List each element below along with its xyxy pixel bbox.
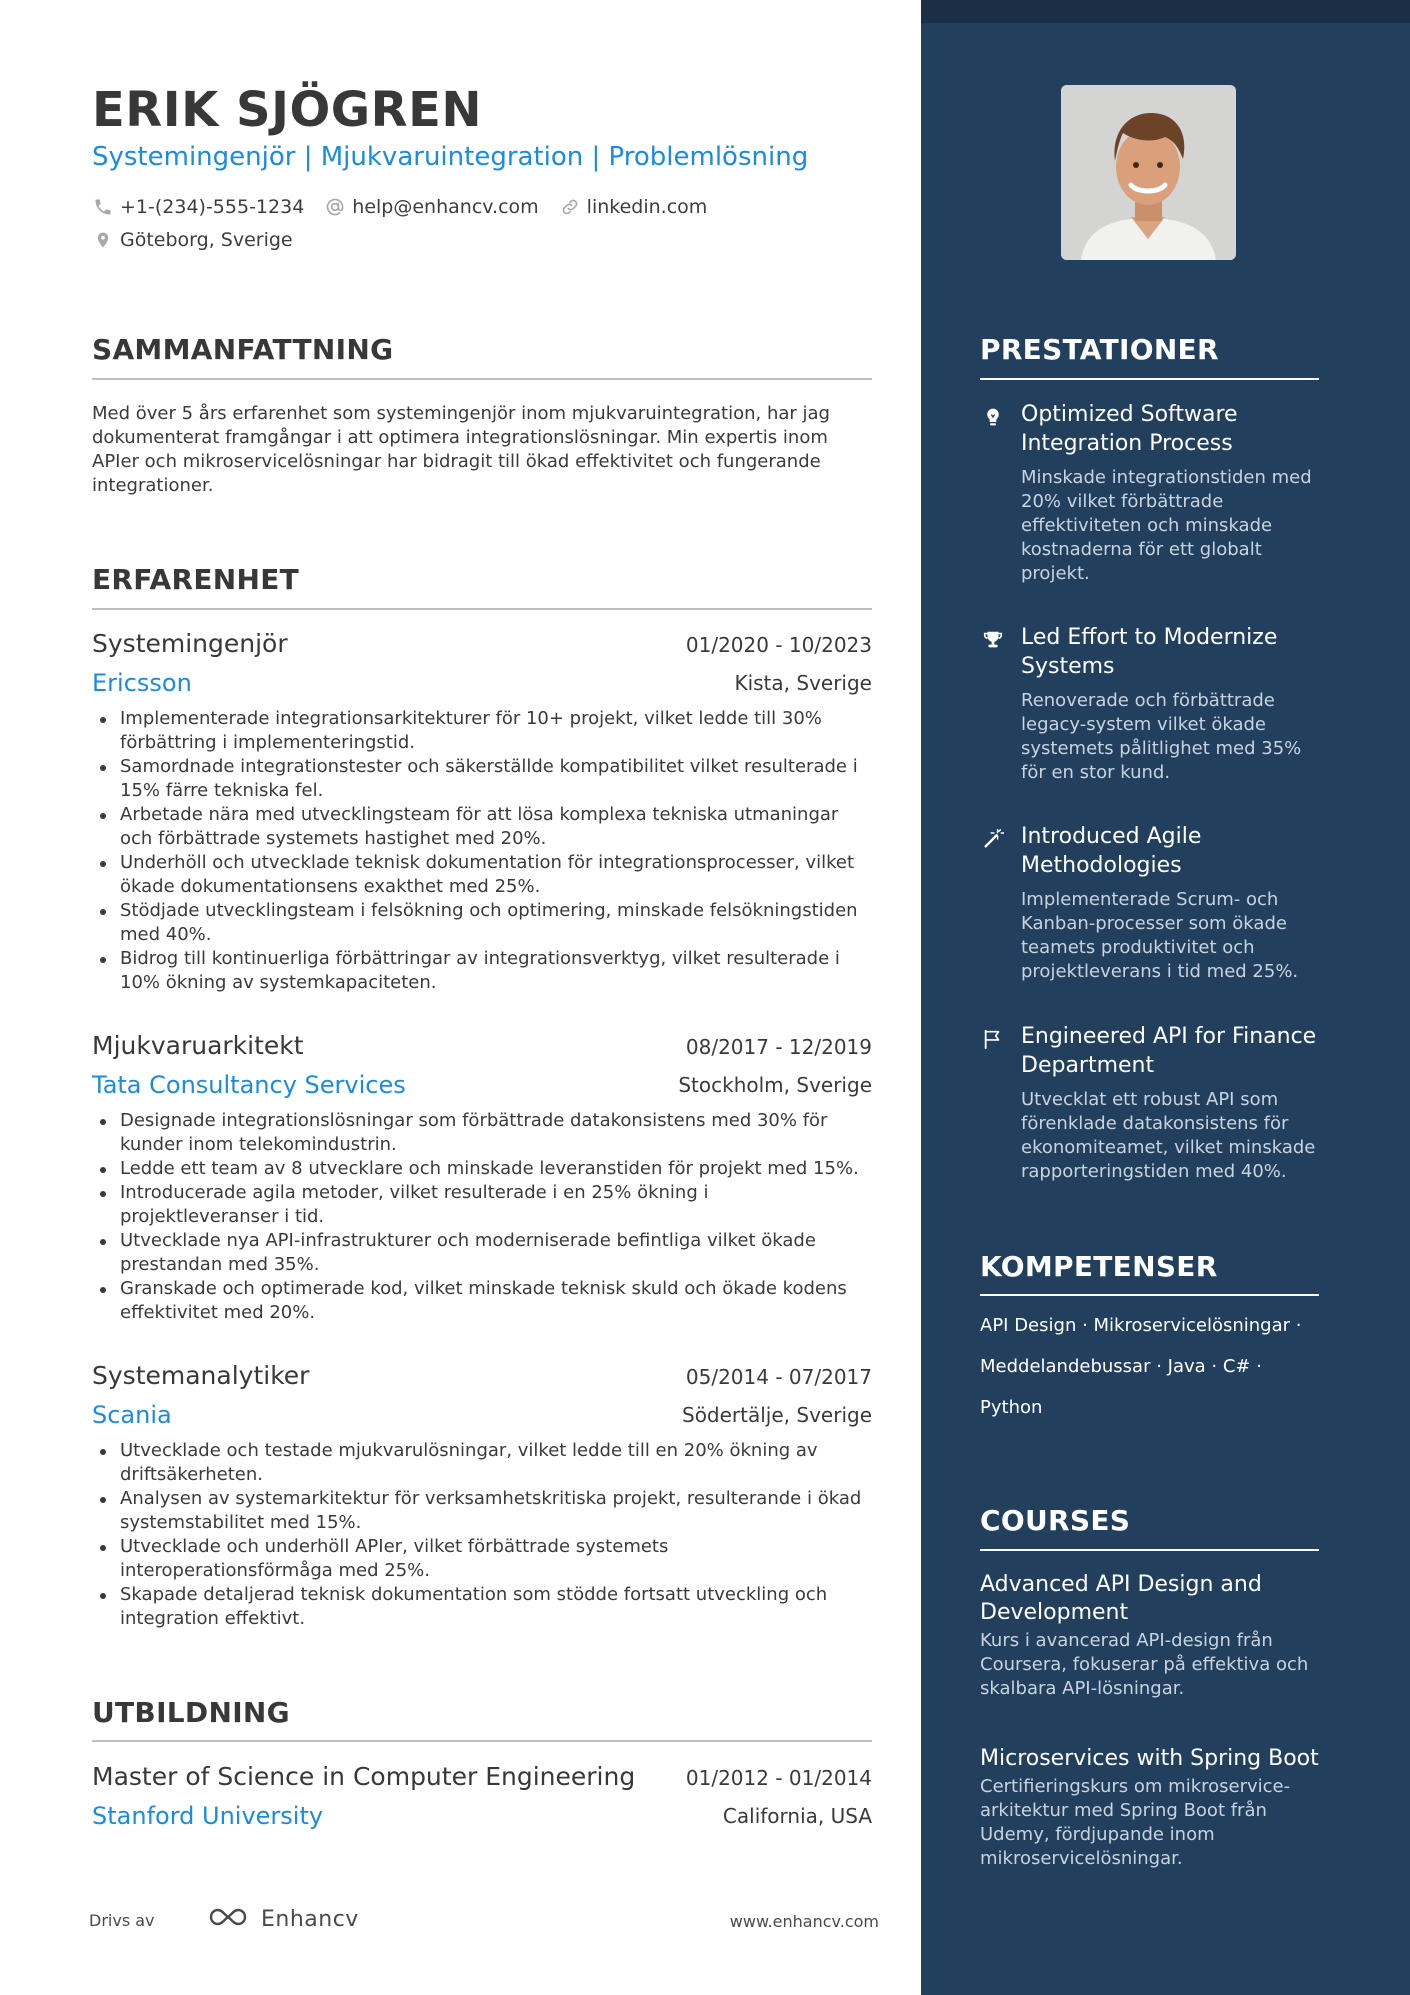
course-item	[980, 1571, 1320, 1701]
bullet-item: Designade integrationslösningar som förbättrade datakonsistens med 30% för kunder inom telekomindustrin.	[92, 1109, 872, 1157]
bullet-item: Utvecklade och underhöll APIer, vilket förbättrade systemets interoperationsförmåga med 25%.	[92, 1535, 872, 1583]
bullet-item: Bidrog till kontinuerliga förbättringar av integrationsverktyg, vilket resulterade i 10% ökning av systemkapaciteten.	[92, 947, 872, 995]
achievement-desc: Renoverade och förbättrade legacy-system vilket ökade systemets pålitlighet med 35% för en stor kund.	[1021, 690, 1302, 783]
achievement-desc: Utvecklat ett robust API som förenklade datakonsistens för ekonomiteamet, vilket minskade rapporteringstiden med 40%.	[1021, 1089, 1316, 1182]
achievement-desc: Implementerade Scrum- och Kanban-processer som ökade teamets produktivitet och projektleverans i tid med 25%.	[1021, 889, 1299, 982]
bullet-item: Samordnade integrationstester och säkerställde kompatibilitet vilket resulterade i 15% färre tekniska fel.	[92, 755, 872, 803]
bullet-item: Skapade detaljerad teknisk dokumentation som stödde fortsatt utveckling och integration effektivt.	[92, 1583, 872, 1631]
enhancv-logo[interactable]	[207, 1905, 359, 1933]
course-desc: Certifieringskurs om mikroservice-arkitektur med Spring Boot från Udemy, fördjupande inom mikroservicelösningar.	[980, 1776, 1291, 1869]
course-item	[980, 1745, 1320, 1871]
education-dates: 01/2012 - 01/2014	[685, 1766, 872, 1790]
sidebar-top-band	[921, 0, 1410, 23]
bullet-item: Analysen av systemarkitektur för verksamhetskritiska projekt, resulterande i ökad systemstabilitet med 15%.	[92, 1487, 872, 1535]
flag-icon	[980, 1026, 1006, 1052]
contact-email[interactable]	[324, 196, 538, 218]
link-icon	[559, 196, 581, 218]
courses-heading: COURSES	[980, 1504, 1131, 1537]
contact-row	[92, 196, 727, 218]
education-divider	[92, 1740, 872, 1742]
skills-divider	[980, 1294, 1319, 1296]
bullet-item: Introducerade agila metoder, vilket resulterade i en 25% ökning i projektleveranser i tid.	[92, 1181, 872, 1229]
skills-list	[980, 1305, 1320, 1428]
profile-photo	[1061, 85, 1236, 260]
education-location: California, USA	[722, 1804, 872, 1828]
sidebar	[921, 0, 1410, 1995]
courses-divider	[980, 1549, 1319, 1551]
education-heading: UTBILDNING	[92, 1696, 290, 1729]
location-text: Göteborg, Sverige	[120, 229, 293, 251]
skills-line: API Design · Mikroservicelösningar ·	[980, 1315, 1302, 1336]
job-location: Kista, Sverige	[734, 671, 872, 695]
phone-text: +1-(234)-555-1234	[120, 196, 305, 218]
experience-divider	[92, 608, 872, 610]
infinity-logo-icon	[207, 1905, 253, 1933]
magic-wand-icon	[980, 826, 1006, 852]
achievement-title: Introduced Agile Methodologies	[1021, 824, 1202, 878]
skills-heading: KOMPETENSER	[980, 1250, 1218, 1283]
email-text: help@enhancv.com	[352, 196, 539, 218]
summary-heading: SAMMANFATTNING	[92, 333, 394, 366]
skills-line: Python	[980, 1397, 1043, 1418]
school[interactable]: Stanford University	[92, 1802, 324, 1830]
job-bullets	[92, 707, 872, 995]
job-dates: 08/2017 - 12/2019	[685, 1035, 872, 1059]
bullet-item: Stödjade utvecklingsteam i felsökning och optimering, minskade felsökningstiden med 40%.	[92, 899, 872, 947]
bullet-item: Ledde ett team av 8 utvecklare och minskade leveranstiden för projekt med 15%.	[92, 1157, 872, 1181]
job-role: Systemingenjör	[92, 629, 288, 658]
degree: Master of Science in Computer Engineering	[92, 1762, 636, 1791]
contact-location	[92, 229, 293, 251]
main-column	[89, 0, 879, 1995]
lightbulb-icon	[980, 404, 1006, 430]
achievement-title: Led Effort to Modernize Systems	[1021, 625, 1278, 679]
tagline: Systemingenjör | Mjukvaruintegration | Problemlösning	[92, 142, 809, 172]
job-location: Stockholm, Sverige	[678, 1073, 872, 1097]
linkedin-text: linkedin.com	[586, 196, 708, 218]
job-company[interactable]: Tata Consultancy Services	[92, 1071, 406, 1099]
job-location: Södertälje, Sverige	[682, 1403, 872, 1427]
candidate-name: ERIK SJÖGREN	[92, 82, 483, 138]
bullet-item: Underhöll och utvecklade teknisk dokumentation för integrationsprocesser, vilket ökade dokumentationsens exakthet med 25%.	[92, 851, 872, 899]
location-pin-icon	[92, 229, 114, 251]
experience-heading: ERFARENHET	[92, 563, 300, 596]
summary-divider	[92, 378, 872, 380]
job-dates: 01/2020 - 10/2023	[685, 633, 872, 657]
at-sign-icon	[324, 196, 346, 218]
course-title: Microservices with Spring Boot	[980, 1746, 1319, 1771]
job-company[interactable]: Scania	[92, 1401, 172, 1429]
summary-text: Med över 5 års erfarenhet som systemingenjör inom mjukvaruintegration, har jag dokumenterat framgångar i att optimera integrationslösningar. Min expertis inom APIer och mikroservicelösningar har bidragit till ökad effektivitet och fungerande integrationer.	[92, 403, 830, 496]
achievement-desc: Minskade integrationstiden med 20% vilket förbättrade effektiviteten och minskade kostnaderna för ett globalt projekt.	[1021, 467, 1312, 584]
contact-linkedin[interactable]	[559, 196, 708, 218]
bullet-item: Arbetade nära med utvecklingsteam för att lösa komplexa tekniska utmaningar och förbättrade systemets hastighet med 20%.	[92, 803, 872, 851]
location-row	[92, 229, 313, 251]
job-role: Systemanalytiker	[92, 1361, 310, 1390]
job-bullets	[92, 1439, 872, 1631]
contact-phone[interactable]	[92, 196, 304, 218]
bullet-item: Utvecklade nya API-infrastrukturer och moderniserade befintliga vilket ökade prestandan med 35%.	[92, 1229, 872, 1277]
bullet-item: Granskade och optimerade kod, vilket minskade teknisk skuld och ökade kodens effektivitet med 20%.	[92, 1277, 872, 1325]
achievements-heading: PRESTATIONER	[980, 333, 1219, 366]
course-desc: Kurs i avancerad API-design från Coursera, fokuserar på effektiva och skalbara API-lösningar.	[980, 1630, 1309, 1699]
skills-line: Meddelandebussar · Java · C# ·	[980, 1356, 1262, 1377]
brand-name: Enhancv	[261, 1906, 359, 1932]
bullet-item: Utvecklade och testade mjukvarulösningar, vilket ledde till en 20% ökning av driftsäkerheten.	[92, 1439, 872, 1487]
bullet-item: Implementerade integrationsarkitekturer för 10+ projekt, vilket ledde till 30% förbättring i implementeringstid.	[92, 707, 872, 755]
job-bullets	[92, 1109, 872, 1325]
achievement-title: Engineered API for Finance Department	[1021, 1024, 1317, 1078]
footer-site[interactable]: www.enhancv.com	[729, 1912, 879, 1931]
trophy-icon	[980, 627, 1006, 653]
job-role: Mjukvaruarkitekt	[92, 1031, 304, 1060]
achievement-title: Optimized Software Integration Process	[1021, 402, 1238, 456]
course-title: Advanced API Design and Development	[980, 1572, 1262, 1625]
footer	[89, 1905, 879, 1935]
job-dates: 05/2014 - 07/2017	[685, 1365, 872, 1389]
powered-by-label: Drivs av	[89, 1911, 155, 1930]
job-company[interactable]: Ericsson	[92, 669, 192, 697]
achievements-divider	[980, 378, 1319, 380]
phone-icon	[92, 196, 114, 218]
